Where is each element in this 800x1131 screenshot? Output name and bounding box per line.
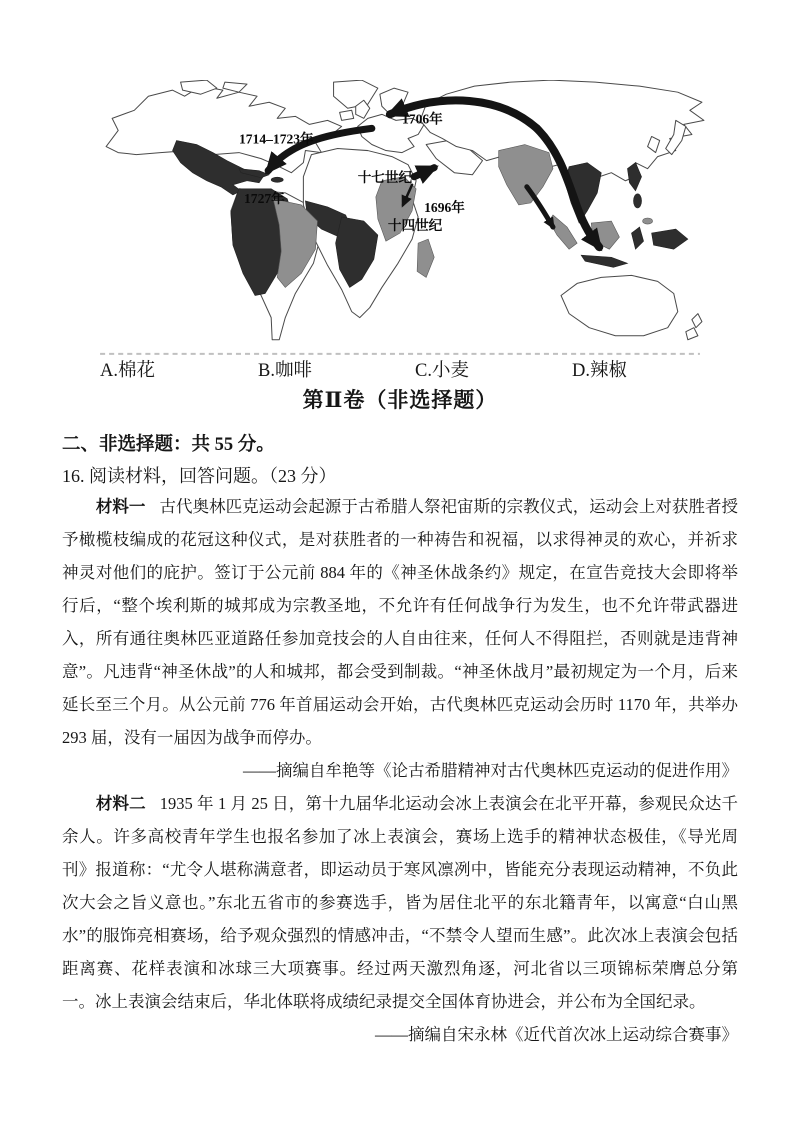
map-label-14th-century: 十四世纪 xyxy=(387,218,443,234)
option-a: A.棉花 xyxy=(100,361,155,381)
material-1-text: 古代奥林匹克运动会起源于古希腊人祭祀宙斯的宗教仪式，运动会上对获胜者授予橄榄枝编成的花冠这种仪式，是对获胜者的一种祷告和祝福，以求得神灵的欢心，并祈求神灵对他们的庇护。签订于公元前 884 年的《神圣休战条约》规定，在宣告竞技大会即将举行后，“整个埃利斯的城邦成为宗教圣地，不允许有任何战争行为发生，也不允许带武器进入，所有通往奥林匹亚道路任参加竞技会的人自由往来，任何人不得阻拦，否则就是违背神意”。凡违背“神圣休战”的人和城邦，都会受到制裁。“神圣休战月”最初规定为一个月，后来延长至三个月。从公元前 776 年首届运动会开始，古代奥林匹克运动会历时 1170 年，共举办 293 届，没有一届因为战争而停办。 xyxy=(62,497,739,747)
map-label-1696: 1696年 xyxy=(424,199,465,215)
material-2-paragraph xyxy=(62,787,738,1018)
material-1-paragraph xyxy=(62,490,738,754)
option-b: B.咖啡 xyxy=(258,361,312,381)
map-label-1714-1723: 1714–1723年 xyxy=(238,131,314,147)
part2-title: 第Ⅱ卷（非选择题） xyxy=(302,388,498,412)
material-2-attribution: ——摘编自宋永林《近代首次冰上运动综合赛事》 xyxy=(375,1025,738,1044)
map-label-1727: 1727年 xyxy=(244,190,285,206)
material-1-attribution: ——摘编自牟艳等《论古希腊精神对古代奥林匹克运动的促进作用》 xyxy=(243,761,738,780)
map-label-17th-century: 十七世纪 xyxy=(357,169,413,185)
world-map-graphic xyxy=(88,80,712,358)
section2-heading: 二、非选择题：共 55 分。 xyxy=(62,435,275,455)
question-16-stem: 16. 阅读材料，回答问题。（23 分） xyxy=(62,466,337,486)
choice-options-row xyxy=(100,356,627,382)
map-label-1706: 1706年 xyxy=(402,111,443,127)
option-c: C.小麦 xyxy=(415,361,469,381)
option-d: D.辣椒 xyxy=(571,361,627,381)
crop-spread-map-figure xyxy=(88,80,712,358)
material-2-text: 1935 年 1 月 25 日，第十九届华北运动会冰上表演会在北平开幕，参观民众达千余人。许多高校青年学生也报名参加了冰上表演会，赛场上选手的精神状态极佳，《导光周刊》报道称：“尤令人堪称满意者，即运动员于寒风凛冽中，皆能充分表现运动精神，不负此次大会之旨义意也。”东北五省市的参赛选手，皆为居住北平的东北籍青年，以寓意“白山黑水”的服饰亮相赛场，给予观众强烈的情感冲击，“不禁令人望而生感”。此次冰上表演会包括距离赛、花样表演和冰球三大项赛事。经过两天激烈角逐，河北省以三项锦标荣膺总分第一。冰上表演会结束后，华北体联将成绩纪录提交全国体育协进会，并公布为全国纪录。 xyxy=(62,794,739,1011)
material-2-label: 材料二 xyxy=(95,794,146,813)
question-16-body xyxy=(62,490,738,1051)
material-1-label: 材料一 xyxy=(95,497,146,516)
